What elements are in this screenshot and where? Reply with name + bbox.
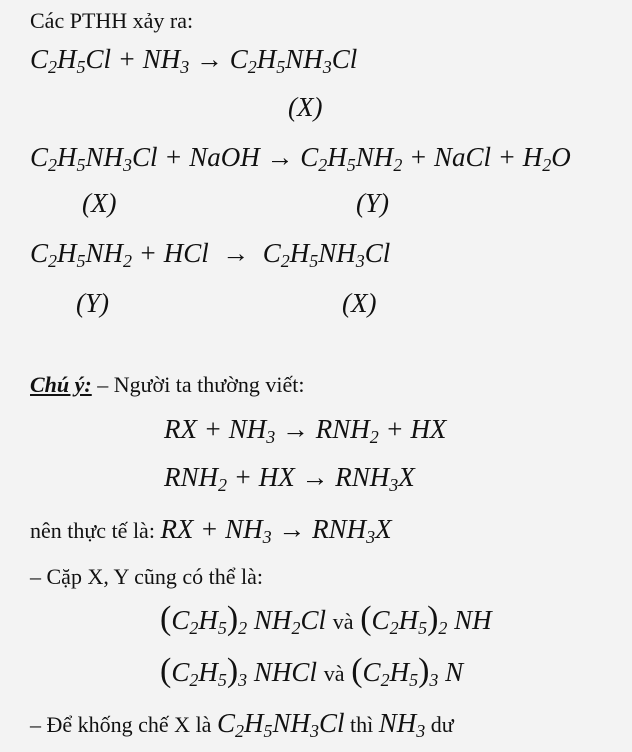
label-x: (X) xyxy=(82,188,117,218)
reaction-1: $C_2H_5Cl + NH_3 \to C_2H_5NH_3Cl$ xyxy=(30,44,358,77)
note-dash-text: – Người ta thường viết: xyxy=(91,372,305,397)
practice-text: nên thực tế là: xyxy=(30,518,161,543)
label-x: (X) xyxy=(342,288,377,318)
reaction-arrow: → xyxy=(222,238,250,268)
note-equation-1: RX + $NH_3 \to RNH_2$ + HX xyxy=(164,414,447,447)
practice-line xyxy=(30,514,392,545)
reaction-3: $C_2H_5NH_2$ + HCl → $C_2H_5NH_3Cl$ xyxy=(30,238,391,271)
practice-equation: RX + $NH_3 \to RNH_3X$ xyxy=(160,514,392,547)
label-x: (X) xyxy=(288,92,323,122)
intro-text: Các PTHH xảy ra: xyxy=(30,8,194,33)
label-y: (Y) xyxy=(356,188,389,218)
pair-line-1: $(C_2H_5)_2$ $NH_2Cl$ và $(C_2H_5)_2$ NH xyxy=(160,600,492,638)
control-line: – Để khống chế X là $C_2H_5NH_3Cl$ thì $NH_3$ dư xyxy=(30,708,454,741)
pair-text: – Cặp X, Y cũng có thể là: xyxy=(30,564,263,589)
note-heading xyxy=(30,372,304,398)
conjunction: và xyxy=(323,661,345,686)
conjunction: và xyxy=(332,609,354,634)
note-equation-2: $RNH_2$ + HX → $RNH_3X$ xyxy=(164,462,415,495)
label-y: (Y) xyxy=(76,288,109,318)
reaction-2: $C_2H_5NH_3Cl$ + NaOH → $C_2H_5NH_2$ + NaCl + $H_2O$ xyxy=(30,142,571,175)
pair-line-2: $(C_2H_5)_3$ NHCl và $(C_2H_5)_3$ N xyxy=(160,652,464,690)
reaction-arrow: → xyxy=(196,44,224,74)
note-title: Chú ý: xyxy=(30,372,92,397)
reaction-arrow: → xyxy=(266,142,294,172)
